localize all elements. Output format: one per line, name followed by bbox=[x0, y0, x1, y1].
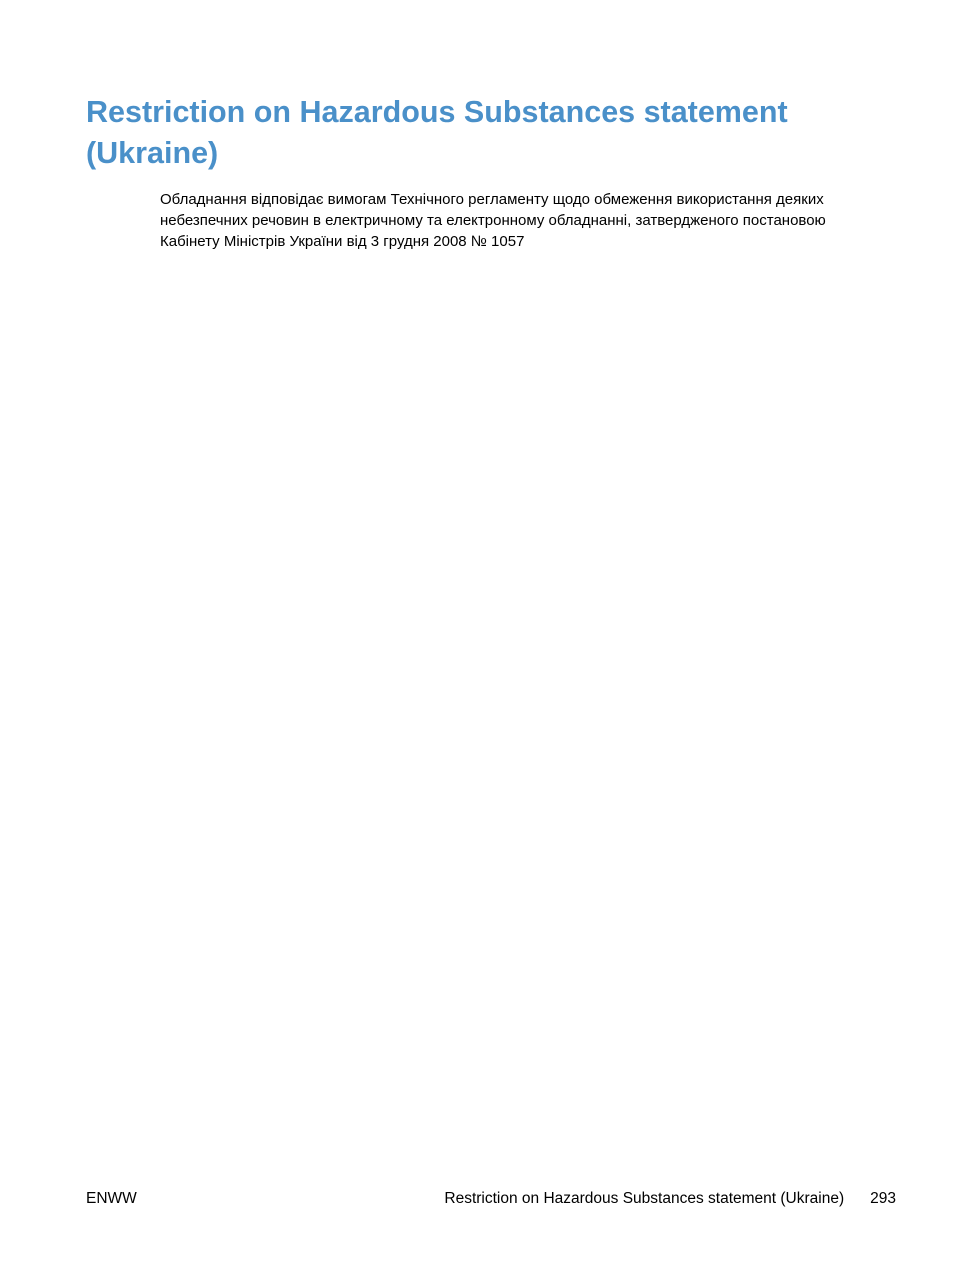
statement-line: небезпечних речовин в електричному та електронному обладнанні, затвердженого постановою bbox=[160, 212, 826, 229]
page-number: 293 bbox=[870, 1190, 896, 1207]
footer-doc-code: ENWW bbox=[86, 1190, 137, 1207]
footer-section bbox=[444, 1189, 896, 1209]
footer-section-title: Restriction on Hazardous Substances statement (Ukraine) bbox=[444, 1190, 845, 1207]
statement-paragraph bbox=[160, 189, 860, 252]
statement-line: Обладнання відповідає вимогам Технічного регламенту щодо обмеження використання деяких bbox=[160, 191, 824, 208]
page-title: Restriction on Hazardous Substances statement (Ukraine) bbox=[86, 95, 788, 170]
statement-line: Кабінету Міністрів України від 3 грудня 2008 № 1057 bbox=[160, 233, 525, 250]
